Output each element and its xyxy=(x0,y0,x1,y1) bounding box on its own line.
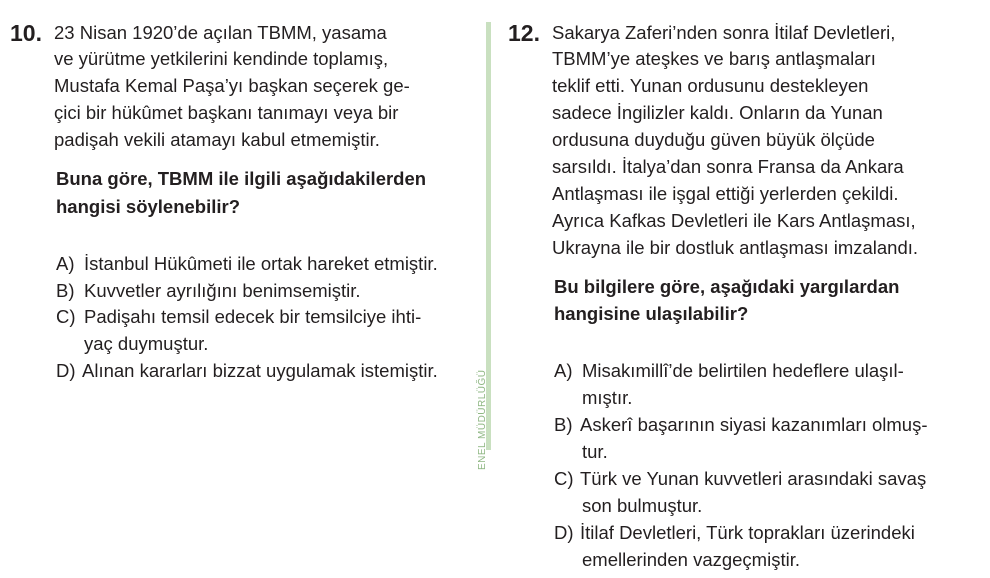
option-text: Askerî başarının siyasi kazanımları olmuş- xyxy=(580,414,928,435)
option-letter: A) xyxy=(56,253,75,274)
question-text-line: TBMM’ye ateşkes ve barış antlaşmaları xyxy=(552,48,876,69)
option-text: İtilaf Devletleri, Türk toprakları üzerindeki xyxy=(580,522,915,543)
option-letter: C) xyxy=(56,306,76,327)
option-letter: A) xyxy=(554,360,573,381)
option-text: mıştır. xyxy=(582,387,633,408)
side-label: ENEL MÜDÜRLÜĞÜ xyxy=(477,369,488,470)
question-prompt-line: hangisine ulaşılabilir? xyxy=(554,303,749,324)
question-number: 10. xyxy=(10,20,42,46)
option-text: Türk ve Yunan kuvvetleri arasındaki savaş xyxy=(580,468,927,489)
question-number: 12. xyxy=(508,20,540,46)
option-text: Padişahı temsil edecek bir temsilciye ihti- xyxy=(84,306,422,327)
option-text: son bulmuştur. xyxy=(582,495,703,516)
question-text-line: Ayrıca Kafkas Devletleri ile Kars Antlaşması, xyxy=(552,210,916,231)
question-text-line: ordusuna duyduğu güven büyük ölçüde xyxy=(552,129,875,150)
question-text-line: çici bir hükûmet başkanı tanımayı veya bir xyxy=(54,102,399,123)
option-letter: D) xyxy=(56,360,76,381)
option-letter: C) xyxy=(554,468,574,489)
question-text-line: Ukrayna ile bir dostluk antlaşması imzalandı. xyxy=(552,237,919,258)
question-prompt-line: Buna göre, TBMM ile ilgili aşağıdakilerden xyxy=(56,168,427,189)
question-text-line: padişah vekili atamayı kabul etmemiştir. xyxy=(54,129,380,150)
question-prompt-line: Bu bilgilere göre, aşağıdaki yargılardan xyxy=(554,276,900,297)
question-text-line: teklif etti. Yunan ordusunu destekleyen xyxy=(552,75,869,96)
question-text-line: ve yürütme yetkilerini kendinde toplamış, xyxy=(54,48,389,69)
option-text: Misakımillî’de belirtilen hedeflere ulaşıl- xyxy=(582,360,904,381)
option-text: yaç duymuştur. xyxy=(84,333,209,354)
question-text-line: Mustafa Kemal Paşa’yı başkan seçerek ge- xyxy=(54,75,410,96)
question-text-line: Antlaşması ile işgal ettiği yerlerden çekildi. xyxy=(552,183,899,204)
question-prompt-line: hangisi söylenebilir? xyxy=(56,196,241,217)
option-text: İstanbul Hükûmeti ile ortak hareket etmiştir. xyxy=(84,253,438,274)
option-text: emellerinden vazgeçmiştir. xyxy=(582,549,800,570)
question-text-line: 23 Nisan 1920’de açılan TBMM, yasama xyxy=(54,22,387,43)
option-letter: B) xyxy=(554,414,573,435)
option-text: Kuvvetler ayrılığını benimsemiştir. xyxy=(84,280,361,301)
question-text-line: sadece İngilizler kaldı. Onların da Yunan xyxy=(552,102,883,123)
option-text: tur. xyxy=(582,441,608,462)
option-letter: D) xyxy=(554,522,574,543)
option-letter: B) xyxy=(56,280,75,301)
question-text-line: Sakarya Zaferi’nden sonra İtilaf Devletleri, xyxy=(552,22,896,43)
option-text: Alınan kararları bizzat uygulamak istemiştir. xyxy=(82,360,438,381)
question-text-line: sarsıldı. İtalya’dan sonra Fransa da Ankara xyxy=(552,156,904,177)
